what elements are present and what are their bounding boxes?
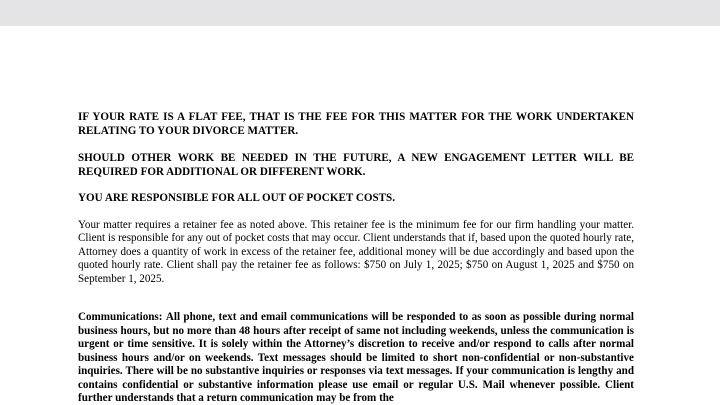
retainer-paragraph: Your matter requires a retainer fee as noted above. This retainer fee is the minimum fee for our firm handling your matter. Client is responsible for any out of pocket costs that may occur. Client understands that if, based upon the quoted hourly rate, Attorney does a quantity of work in excess of the retainer fee, additional money will be due accordingly and based upon the quoted hourly rate. Client shall pay the retainer fee as follows: $750 on July 1, 2025; $750 on August 1, 2025 and $750 on September 1, 2025. — [78, 218, 634, 285]
other-work-paragraph: SHOULD OTHER WORK BE NEEDED IN THE FUTURE, A NEW ENGAGEMENT LETTER WILL BE REQUIRED FOR ADDITIONAL OR DIFFERENT WORK. — [78, 152, 634, 178]
communications-paragraph — [78, 311, 634, 405]
communications-label: Communications: — [78, 311, 163, 323]
flat-fee-paragraph: IF YOUR RATE IS A FLAT FEE, THAT IS THE FEE FOR THIS MATTER FOR THE WORK UNDERTAKEN RELATING TO YOUR DIVORCE MATTER. — [78, 111, 634, 137]
viewer-toolbar — [0, 0, 720, 26]
communications-text: All phone, text and email communications will be responded to as soon as possible during normal business hours, but no more than 48 hours after receipt of same not including weekends, unless the communication is urgent or time sensitive. It is solely within the Attorney’s discretion to receive and/or respond to calls after normal business hours and/or on weekends. Text messages should be limited to short non-confidential or non-substantive inquiries. There will be no substantive inquiries or responses via text messages. If your communication is lengthy and contains confidential or substantive information please use email or regular U.S. Mail whenever possible. Client further understands that a return communication may be from the — [78, 311, 634, 404]
document-body — [78, 111, 634, 405]
document-page — [0, 26, 720, 405]
out-of-pocket-paragraph: YOU ARE RESPONSIBLE FOR ALL OUT OF POCKET COSTS. — [78, 192, 395, 204]
